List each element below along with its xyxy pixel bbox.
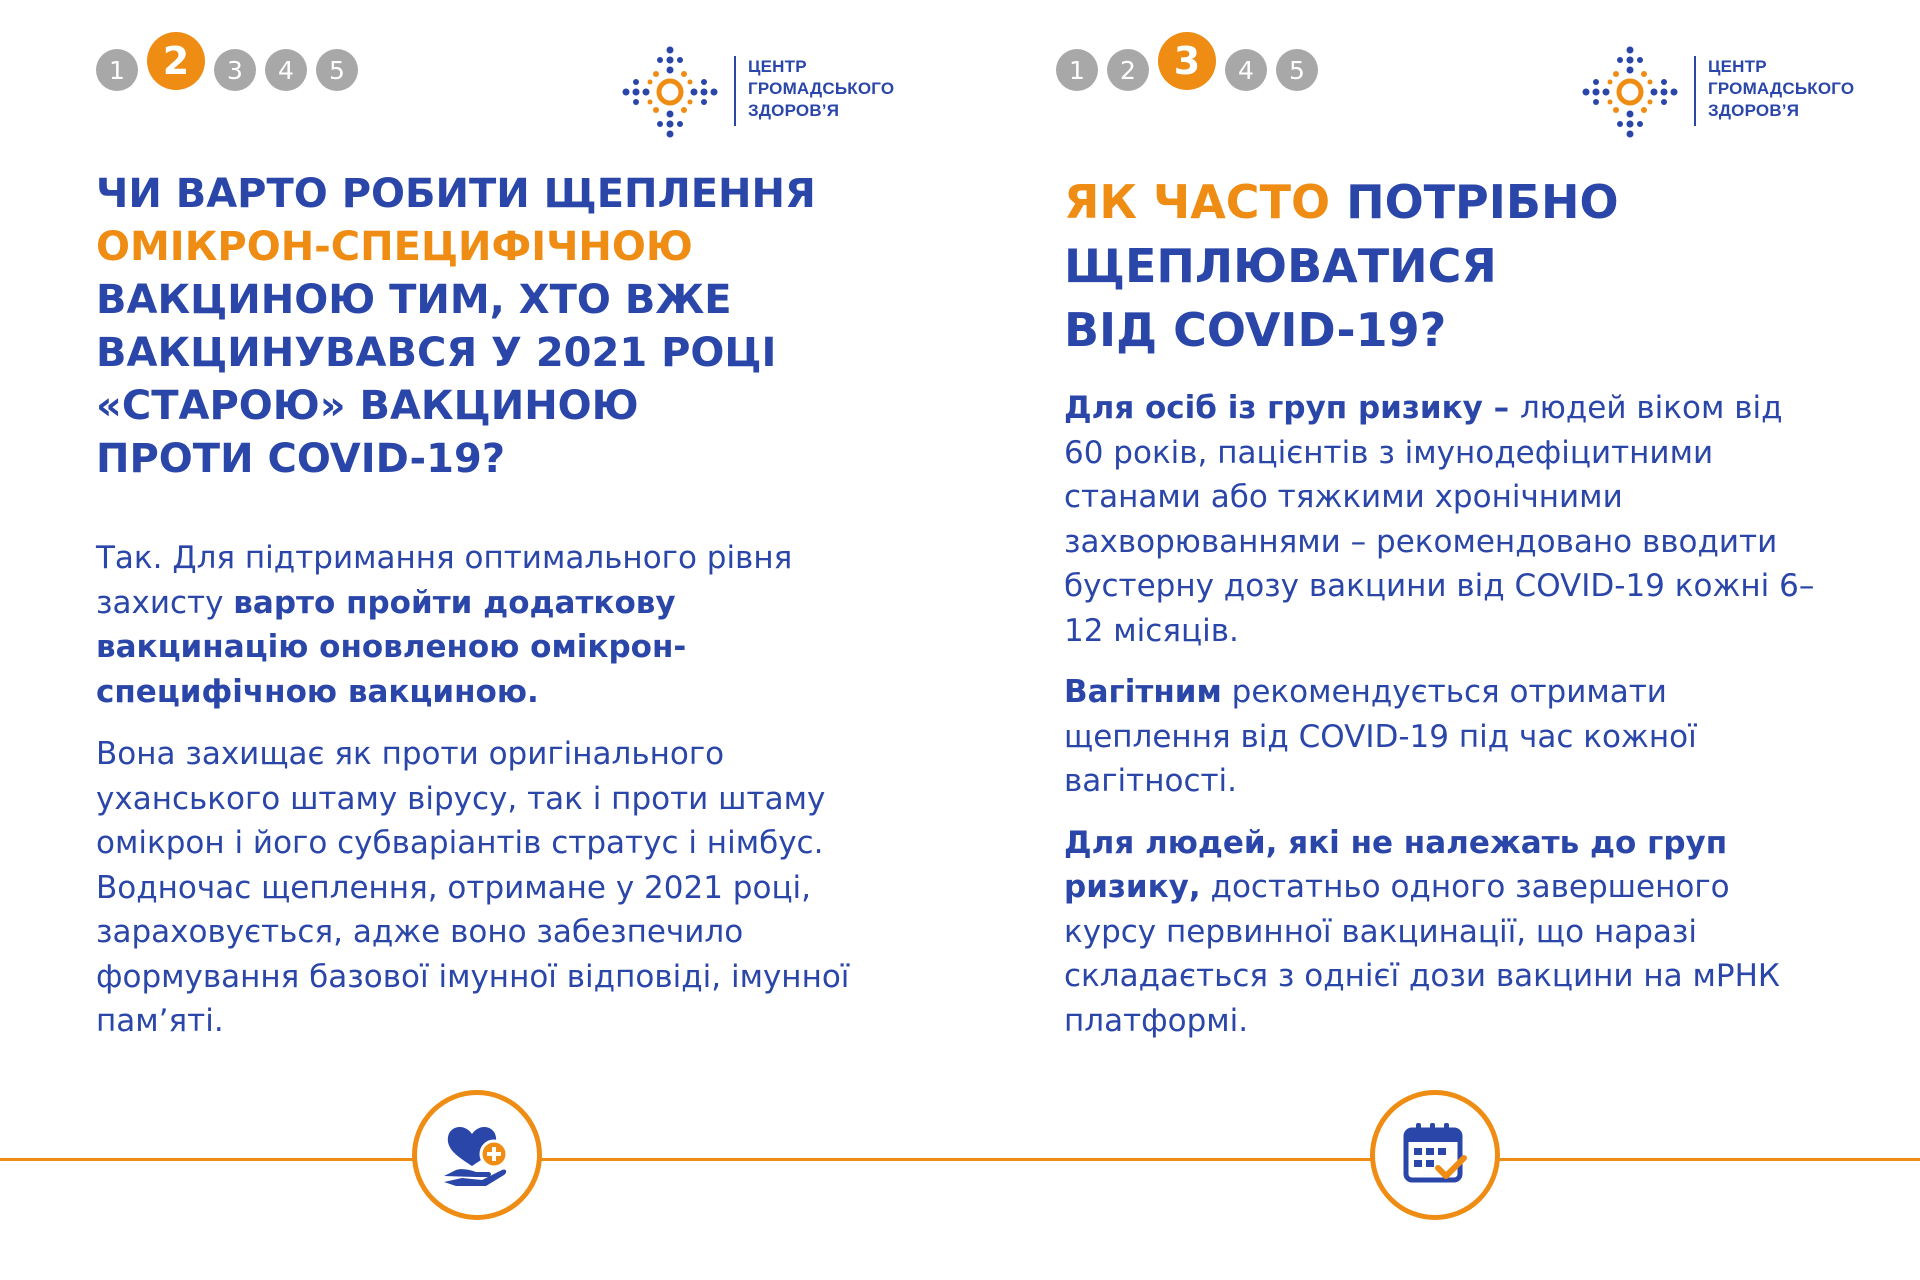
title-line: ВАКЦИНУВАВСЯ У 2021 РОЦІ: [96, 330, 777, 376]
answer-text: Так. Для підтримання оптимального рівня захисту: [96, 540, 793, 621]
card-body: [1064, 386, 1824, 1043]
title-rest: ПОТРІБНО: [1330, 175, 1619, 229]
answer-emphasis: варто пройти додаткову вакцинацію оновленою омікрон-специфічною вакциною.: [96, 584, 687, 710]
calendar-check-icon: [1400, 1120, 1470, 1190]
logo-text: [748, 56, 894, 122]
title-line: [1064, 170, 1824, 234]
title-line: ВІД COVID-19?: [1064, 303, 1447, 357]
logo-line: ГРОМАДСЬКОГО: [1708, 79, 1855, 98]
page-dot[interactable]: 4: [265, 49, 307, 91]
title-line: ЧИ ВАРТО РОБИТИ ЩЕПЛЕННЯ: [96, 171, 816, 217]
page-dot[interactable]: 1: [96, 49, 138, 91]
page-indicator: [1056, 39, 1318, 91]
logo-line: ЦЕНТР: [748, 57, 807, 76]
logo-divider: [734, 56, 736, 126]
card-title: [1064, 170, 1824, 362]
pregnant-text: рекомендується отримати щеплення від COVID-19 під час кожної вагітності.: [1064, 674, 1697, 799]
logo-line: ЗДОРОВ’Я: [748, 101, 840, 120]
risk-group-text: людей віком від 60 років, пацієнтів з імунодефіцитними станами або тяжкими хронічними захворюваннями – рекомендовано вводити бустерну дозу вакцини від COVID-19 кожні 6–12 місяців.: [1064, 390, 1815, 649]
logo-text: [1708, 56, 1854, 122]
bottom-divider-line: [0, 1158, 1920, 1161]
logo-emblem-icon: [620, 44, 720, 140]
page-dot-active[interactable]: 3: [1158, 32, 1216, 90]
page-dot[interactable]: 2: [1107, 49, 1149, 91]
page-indicator: [96, 39, 358, 91]
logo-emblem-icon: [1580, 44, 1680, 140]
logo-line: ГРОМАДСЬКОГО: [748, 79, 895, 98]
logo-line: ЦЕНТР: [1708, 57, 1767, 76]
title-line-highlight: ОМІКРОН-СПЕЦИФІЧНОЮ: [96, 224, 693, 270]
pregnant-emphasis: Вагітним: [1064, 674, 1222, 710]
risk-group-emphasis: Для осіб із груп ризику –: [1064, 390, 1520, 426]
page-dot[interactable]: 4: [1225, 49, 1267, 91]
title-line: «СТАРОЮ» ВАКЦИНОЮ: [96, 383, 639, 429]
page-dot[interactable]: 5: [316, 49, 358, 91]
public-health-center-logo: [620, 44, 900, 140]
explanation-paragraph: Вона захищає як проти оригінального уханського штаму вірусу, так і проти штаму омікрон і його субваріантів стратус і німбус. Водночас щеплення, отримане у 2021 році, зараховується, адже воно забезпечило формування базової імунної відповіді, імунної пам’яті.: [96, 736, 850, 1039]
title-line: ВАКЦИНОЮ ТИМ, ХТО ВЖЕ: [96, 277, 732, 323]
card-title: [96, 168, 856, 486]
right-card: [960, 0, 1920, 1280]
badge-right: [1370, 1090, 1500, 1220]
title-line: ЩЕПЛЮВАТИСЯ: [1064, 239, 1497, 293]
page-dot[interactable]: 5: [1276, 49, 1318, 91]
risk-group-paragraph: [1064, 386, 1824, 653]
page-dot[interactable]: 3: [214, 49, 256, 91]
answer-paragraph: [96, 536, 856, 714]
pregnant-paragraph: [1064, 670, 1824, 804]
page-dot[interactable]: 1: [1056, 49, 1098, 91]
non-risk-emphasis: Для людей, які не належать до груп ризику,: [1064, 824, 1728, 905]
card-body: [96, 536, 856, 1044]
non-risk-text: достатньо одного завершеного курсу первинної вакцинації, що наразі складається з однієї дози вакцини на мРНК платформі.: [1064, 869, 1780, 1039]
badge-left: [412, 1090, 542, 1220]
logo-divider: [1694, 56, 1696, 126]
title-line: ПРОТИ COVID-19?: [96, 436, 506, 482]
page-dot-active[interactable]: 2: [147, 32, 205, 90]
public-health-center-logo: [1580, 44, 1860, 140]
title-highlight: ЯК ЧАСТО: [1064, 175, 1331, 229]
non-risk-paragraph: [1064, 821, 1824, 1044]
heart-hand-plus-icon: [442, 1120, 512, 1190]
logo-line: ЗДОРОВ’Я: [1708, 101, 1800, 120]
